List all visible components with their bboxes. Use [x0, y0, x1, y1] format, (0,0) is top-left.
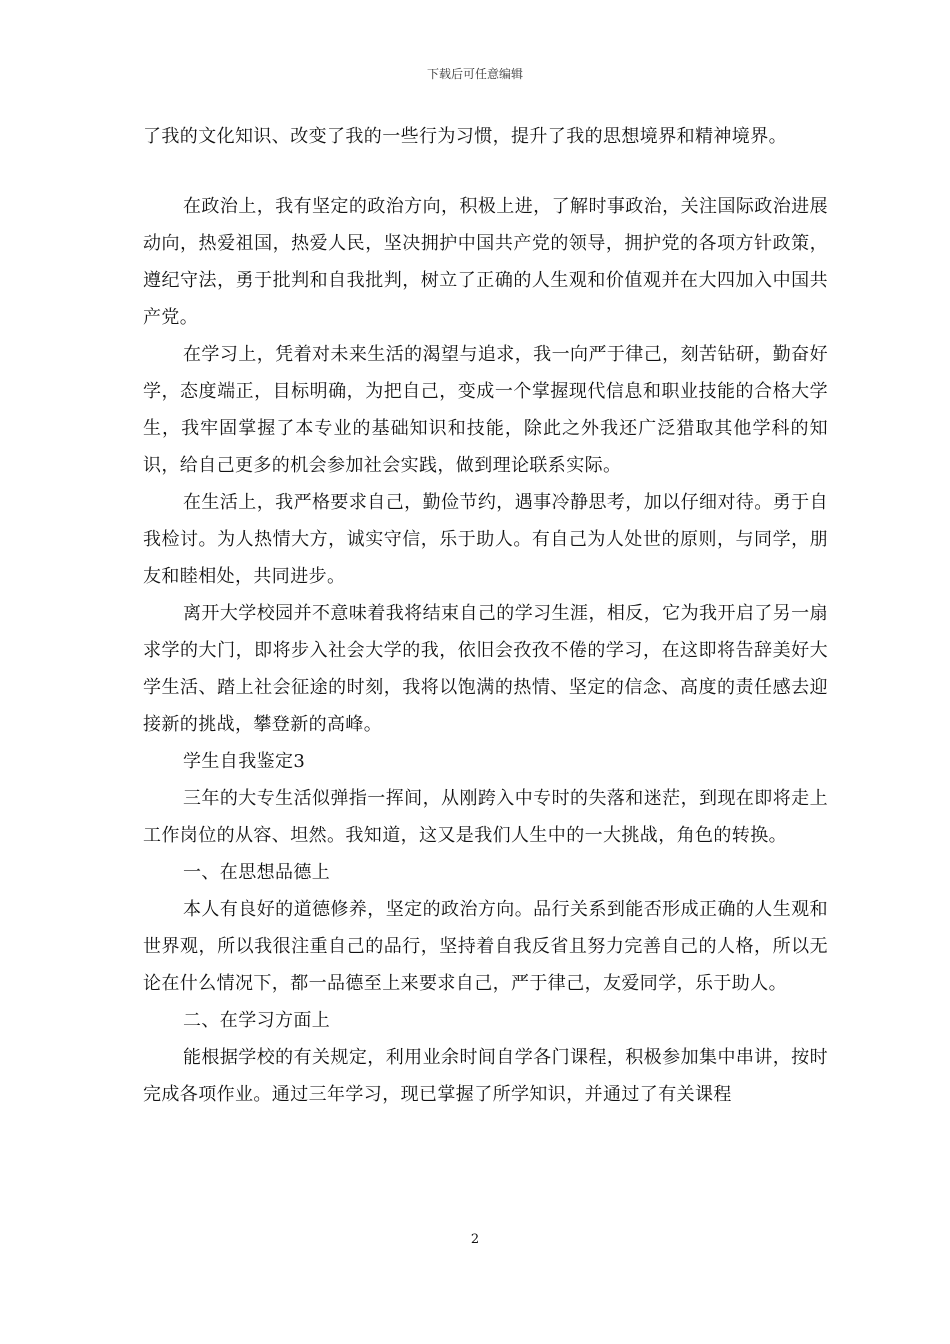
subheading-moral: 一、在思想品德上: [183, 862, 331, 883]
paragraph-study-detail: 能根据学校的有关规定，利用业余时间自学各门课程，积极参加集中串讲，按时完成各项作业。通过三年学习，现已掌握了所学知识，并通过了有关课程: [143, 1047, 828, 1105]
paragraph-life: 在生活上，我严格要求自己，勤俭节约，遇事冷静思考，加以仔细对待。勇于自我检讨。为人热情大方，诚实守信，乐于助人。有自己为人处世的原则，与同学，朋友和睦相处，共同进步。: [143, 492, 828, 587]
paragraph-intro: 三年的大专生活似弹指一挥间，从刚跨入中专时的失落和迷茫，到现在即将走上工作岗位的从容、坦然。我知道，这又是我们人生中的一大挑战，角色的转换。: [143, 788, 828, 846]
paragraph-continuation: 了我的文化知识、改变了我的一些行为习惯，提升了我的思想境界和精神境界。: [143, 126, 787, 147]
section-heading-self-assessment-3: 学生自我鉴定3: [183, 751, 306, 772]
paragraph-moral: 本人有良好的道德修养，坚定的政治方向。品行关系到能否形成正确的人生观和世界观，所以我很注重自己的品行，坚持着自我反省且努力完善自己的人格，所以无论在什么情况下，都一品德至上来要求自己，严于律己，友爱同学，乐于助人。: [143, 899, 828, 994]
page-header-note: 下载后可任意编辑: [426, 67, 523, 81]
document-body: [143, 118, 828, 1113]
paragraph-politics: 在政治上，我有坚定的政治方向，积极上进，了解时事政治，关注国际政治进展动向，热爱祖国，热爱人民，坚决拥护中国共产党的领导，拥护党的各项方针政策，遵纪守法，勇于批判和自我批判，树立了正确的人生观和价值观并在大四加入中国共产党。: [143, 196, 828, 328]
paragraph-study: 在学习上，凭着对未来生活的渴望与追求，我一向严于律己，刻苦钻研，勤奋好学，态度端正，目标明确，为把自己，变成一个掌握现代信息和职业技能的合格大学生，我牢固掌握了本专业的基础知识和技能，除此之外我还广泛猎取其他学科的知识，给自己更多的机会参加社会实践，做到理论联系实际。: [143, 344, 828, 476]
subheading-study: 二、在学习方面上: [183, 1010, 331, 1031]
page-number: 2: [470, 1232, 480, 1247]
paragraph-future: 离开大学校园并不意味着我将结束自己的学习生涯，相反，它为我开启了另一扇求学的大门，即将步入社会大学的我，依旧会孜孜不倦的学习，在这即将告辞美好大学生活、踏上社会征途的时刻，我将以饱满的热情、坚定的信念、高度的责任感去迎接新的挑战，攀登新的高峰。: [143, 603, 828, 735]
